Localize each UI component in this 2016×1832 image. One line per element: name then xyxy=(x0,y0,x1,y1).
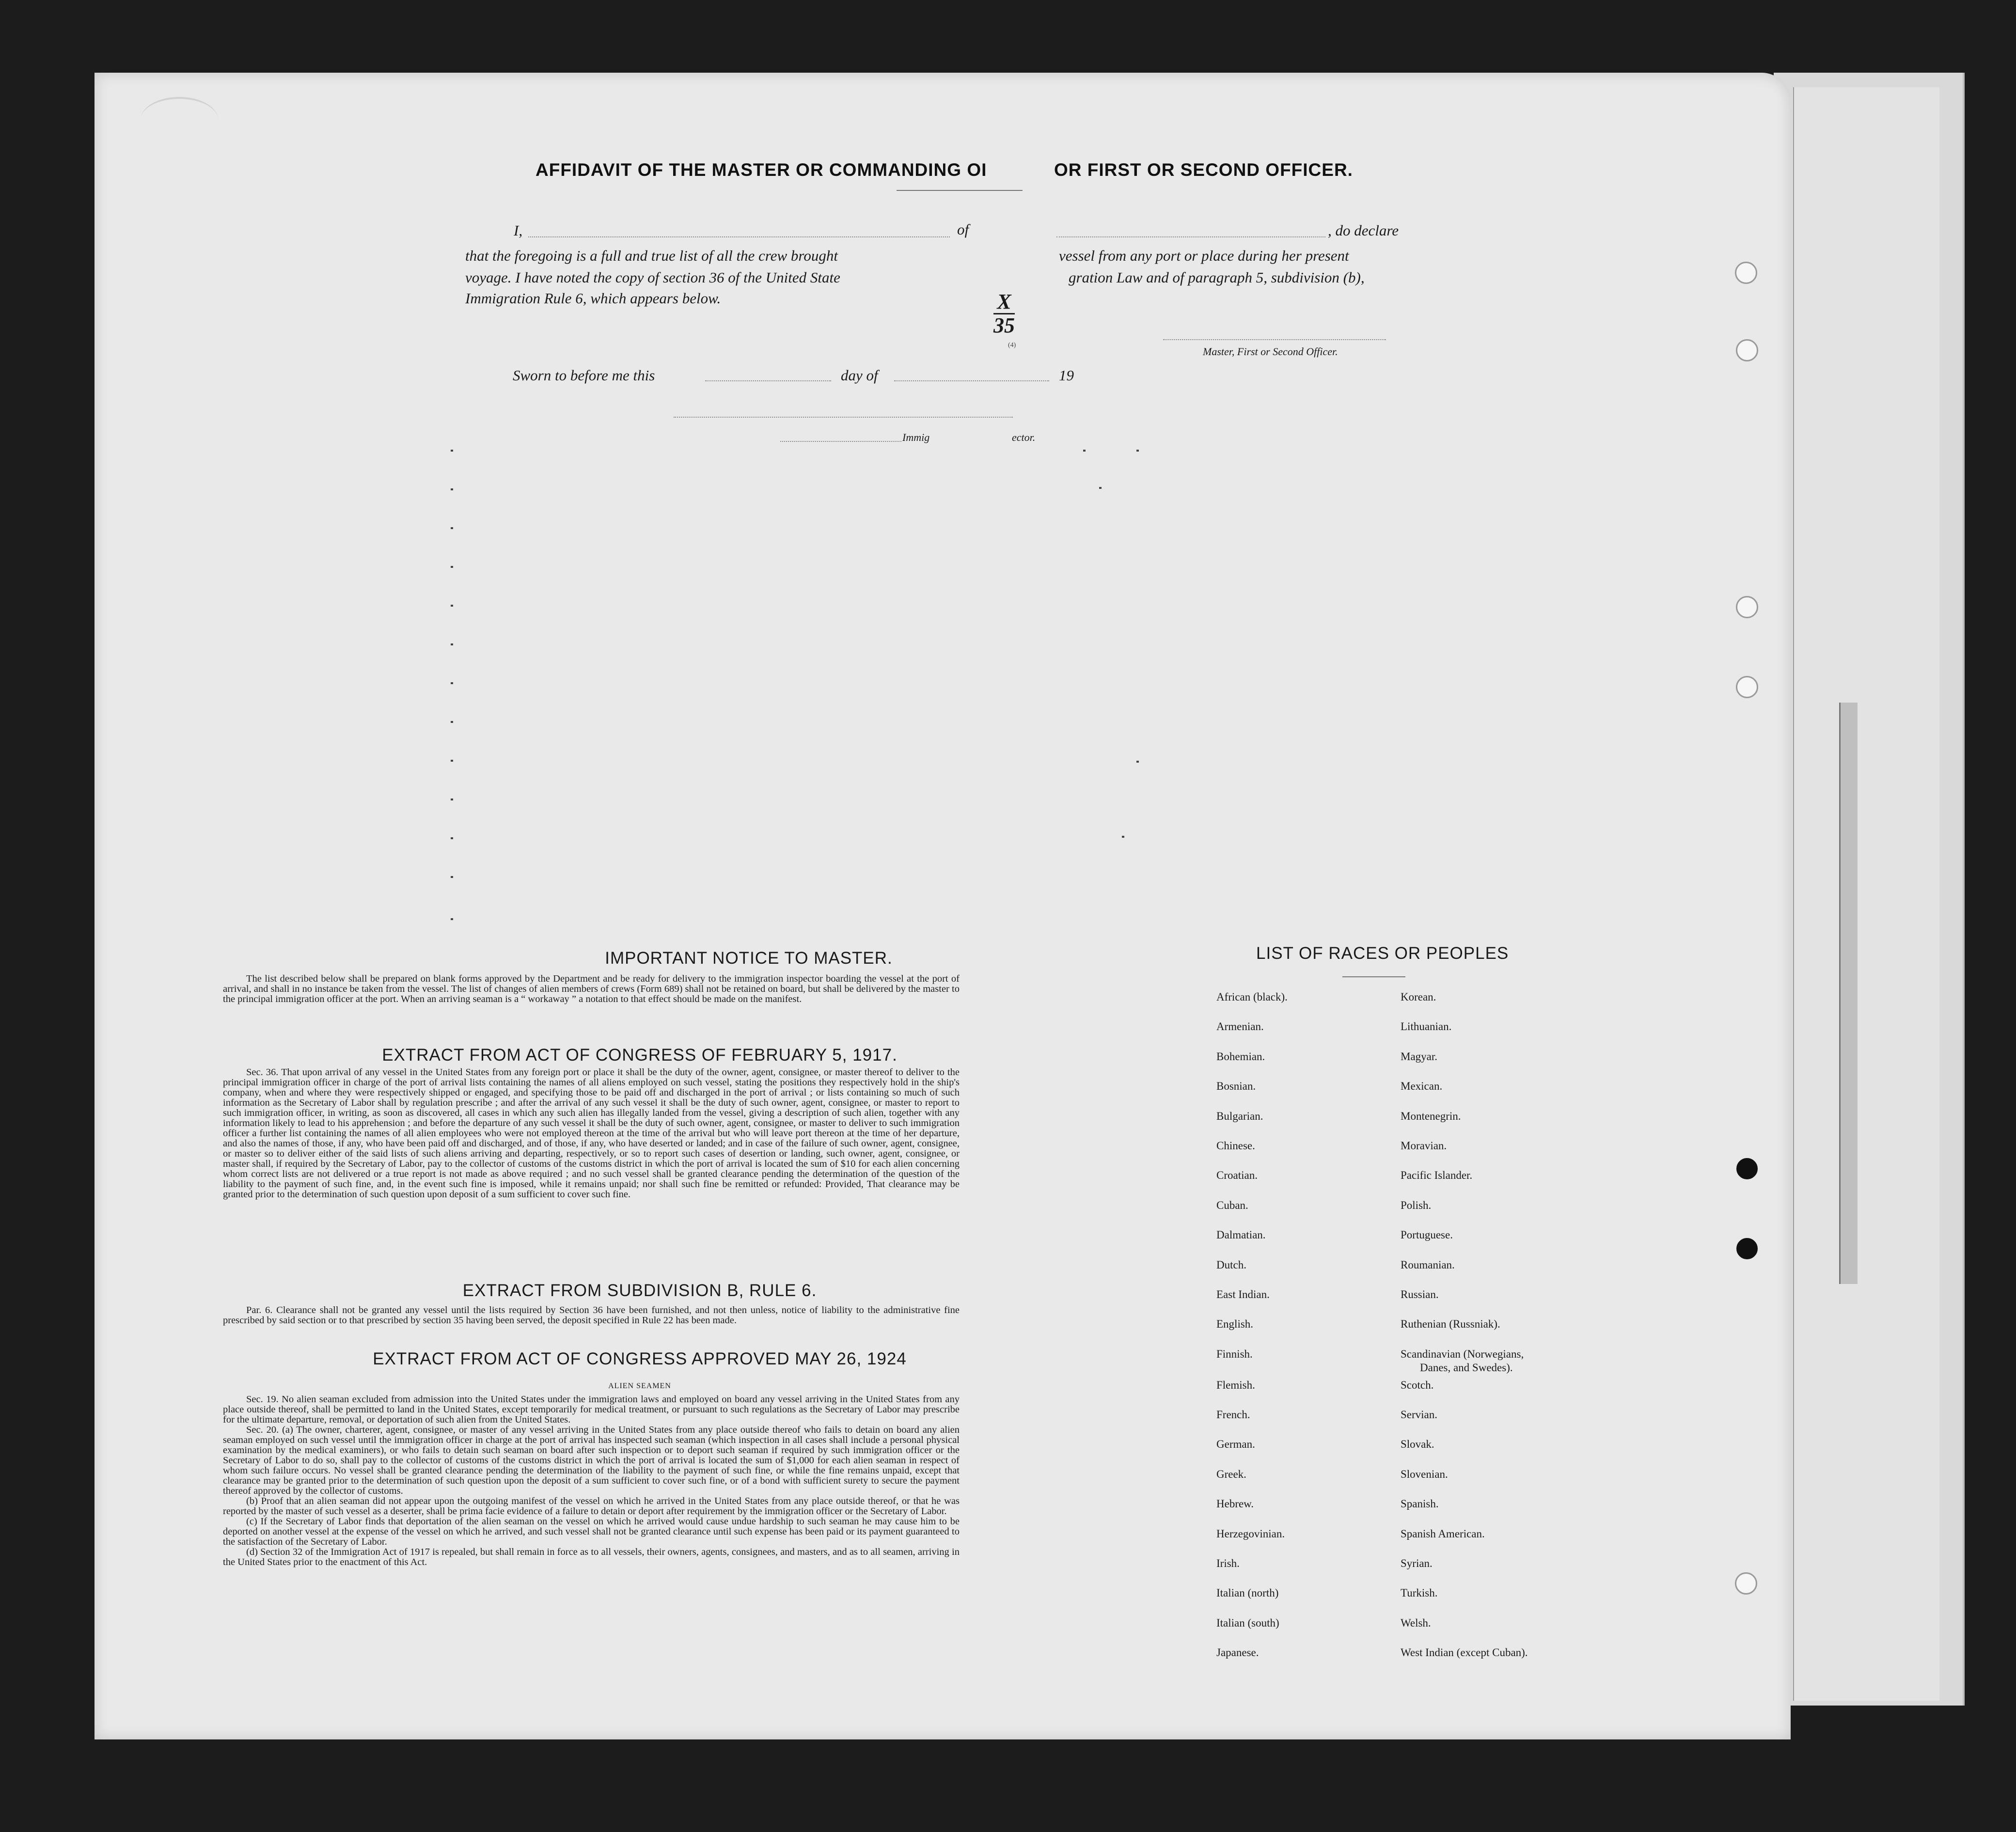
punch-hole-icon xyxy=(1736,676,1758,698)
race-left: Bulgarian. xyxy=(1216,1110,1263,1122)
race-right: Scandinavian (Norwegians, xyxy=(1401,1347,1524,1360)
inspector-signature-field xyxy=(674,417,1013,418)
tick-mark xyxy=(1099,487,1102,489)
notice-paragraph: The list described below shall be prepared on blank forms approved by the Department and be ready for delivery to the immigration inspector boarding the vessel at the port of arrival, and shall in no instance be taken from the vessel. The list of changes of alien members of crews (Form 689) shall not be retained on board, but shall be delivered by the master to the principal immigration officer at the port. When an arriving seaman is a “ workaway ” a notation to that effect should be made on the manifest. xyxy=(223,973,960,1004)
sec-20a-paragraph: Sec. 20. (a) The owner, charterer, agent, consignee, or master of any vessel arriving in the United States from any place outside thereof who fails to detain on board any alien seaman employed on such vessel until the immigration officer in charge at the port of arrival has inspected such seaman (which inspection in all cases shall include a personal physical examination by the medical examiners), or who fails to detain such seaman on board after such inspection or to deport such seaman if required by such immigration officer or the Secretary of Labor to do so, shall pay to the collector of customs of the customs district in which the port of arrival is located the sum of $1,000 for each alien seaman in respect of whom such failure occurs. No vessel shall be granted clearance pending the determination of the liability to the payment of such fine, or while the fine remains unpaid, except that clearance may be granted prior to the determination of such question upon the deposit of a sum sufficient to cover such fine, or of a bond with sufficient surety to secure the payment thereof approved by the collector of customs. xyxy=(223,1425,960,1496)
extract-rule6-title: EXTRACT FROM SUBDIVISION B, RULE 6. xyxy=(462,1281,817,1300)
race-row xyxy=(1216,1498,1594,1527)
race-right: Russian. xyxy=(1401,1288,1439,1300)
race-right: Spanish American. xyxy=(1401,1527,1485,1540)
tick-mark xyxy=(451,566,453,568)
race-right: Turkish. xyxy=(1401,1587,1438,1599)
race-row xyxy=(1216,1646,1594,1676)
race-right: Scotch. xyxy=(1401,1378,1434,1391)
race-row xyxy=(1216,1348,1594,1379)
race-right: Pacific Islander. xyxy=(1401,1169,1473,1182)
punch-hole-icon xyxy=(1735,262,1757,284)
race-row xyxy=(1216,1318,1594,1347)
race-row xyxy=(1216,991,1594,1020)
title-rule xyxy=(897,190,1023,191)
tick-mark xyxy=(451,488,453,490)
vessel-field xyxy=(1056,236,1325,237)
race-left: French. xyxy=(1216,1409,1250,1421)
race-left: Hebrew. xyxy=(1216,1498,1254,1510)
back-sheet-inner xyxy=(1793,87,1939,1701)
race-row xyxy=(1216,1140,1594,1169)
year-label: 19 xyxy=(1059,367,1074,384)
tick-mark xyxy=(451,643,453,645)
affidavit-line4: Immigration Rule 6, which appears below. xyxy=(465,290,721,307)
race-right: Spanish. xyxy=(1401,1498,1439,1510)
tick-mark xyxy=(451,876,453,878)
race-left: Chinese. xyxy=(1216,1139,1255,1152)
punch-hole-icon xyxy=(1736,1158,1758,1179)
race-right: Portuguese. xyxy=(1401,1229,1453,1241)
tick-mark xyxy=(1136,761,1139,763)
extract-1924-title: EXTRACT FROM ACT OF CONGRESS APPROVED MAY 26, 1924 xyxy=(373,1349,907,1368)
extract-rule6-text xyxy=(223,1305,960,1326)
race-left: Irish. xyxy=(1216,1557,1240,1570)
tick-mark xyxy=(451,721,453,723)
race-row xyxy=(1216,1050,1594,1080)
race-right: Syrian. xyxy=(1401,1557,1433,1570)
affidavit-line1-i: I, xyxy=(514,222,523,239)
race-left: Greek. xyxy=(1216,1468,1246,1480)
race-row xyxy=(1216,1438,1594,1468)
race-left: Finnish. xyxy=(1216,1347,1253,1360)
binder-tab-strip xyxy=(1839,703,1858,1284)
race-row xyxy=(1216,1110,1594,1140)
stamp-fraction xyxy=(993,291,1015,337)
tick-mark xyxy=(1136,450,1139,452)
tick-mark xyxy=(451,799,453,800)
race-right: Moravian. xyxy=(1401,1139,1447,1152)
race-left: Bohemian. xyxy=(1216,1050,1265,1063)
race-row xyxy=(1216,1409,1594,1438)
race-row xyxy=(1216,1468,1594,1498)
race-right: Lithuanian. xyxy=(1401,1020,1452,1033)
tick-mark xyxy=(1083,450,1086,452)
race-right: West Indian (except Cuban). xyxy=(1401,1646,1528,1659)
name-field xyxy=(528,236,950,237)
affidavit-line1-declare: , do declare xyxy=(1328,222,1399,239)
tick-mark xyxy=(451,450,453,452)
sworn-label: Sworn to before me this xyxy=(513,367,655,384)
affidavit-line3-right: gration Law and of paragraph 5, subdivision (b), xyxy=(1069,269,1365,286)
par-6-paragraph: Par. 6. Clearance shall not be granted any vessel until the lists required by Section 36 have been furnished, and not then unless, notice of liability to the administrative fine prescribed by said section or to that prescribed by section 35 having been served, the deposit specified in Rule 22 has been made. xyxy=(223,1305,960,1326)
race-left: Dalmatian. xyxy=(1216,1229,1266,1241)
race-right: Montenegrin. xyxy=(1401,1110,1461,1122)
day-of-label: day of xyxy=(841,367,878,384)
race-left: Bosnian. xyxy=(1216,1080,1256,1093)
punch-hole-icon xyxy=(1735,1572,1757,1595)
race-left: Cuban. xyxy=(1216,1199,1248,1211)
race-row xyxy=(1216,1379,1594,1409)
sworn-day-field xyxy=(705,380,831,381)
tick-mark xyxy=(451,918,453,920)
race-row xyxy=(1216,1587,1594,1616)
sec-19-paragraph: Sec. 19. No alien seaman excluded from admission into the United States under the immigration laws and employed on board any vessel arriving in the United States from any place outside thereof, shall be permitted to land in the United States, except temporarily for medical treatment, or pursuant to such regulations as the Secretary of Labor may prescribe for the ultimate departure, removal, or deportation of such alien from the United States. xyxy=(223,1394,960,1425)
stamp-small: (4) xyxy=(1008,342,1016,349)
notice-text xyxy=(223,974,960,1004)
race-left: Herzegovinian. xyxy=(1216,1527,1285,1540)
tick-mark xyxy=(451,682,453,684)
race-row xyxy=(1216,1528,1594,1557)
affidavit-title-left: AFFIDAVIT OF THE MASTER OR COMMANDING OI xyxy=(536,160,987,180)
punch-hole-icon xyxy=(1736,1238,1758,1259)
race-left: German. xyxy=(1216,1438,1255,1451)
race-left: Dutch. xyxy=(1216,1258,1246,1271)
inspector-title-field xyxy=(780,441,901,442)
race-row xyxy=(1216,1229,1594,1258)
signature-caption: Master, First or Second Officer. xyxy=(1203,345,1338,358)
race-left: Croatian. xyxy=(1216,1169,1258,1182)
race-right: Servian. xyxy=(1401,1409,1438,1421)
race-right: Slovenian. xyxy=(1401,1468,1448,1480)
race-left: Japanese. xyxy=(1216,1646,1259,1659)
race-row xyxy=(1216,1557,1594,1587)
tick-mark xyxy=(451,605,453,607)
race-right-continuation: Danes, and Swedes). xyxy=(1420,1361,1513,1374)
extract-1917-text xyxy=(223,1067,960,1200)
alien-seamen-subtitle: ALIEN SEAMEN xyxy=(608,1382,671,1390)
race-row xyxy=(1216,1199,1594,1229)
race-left: Italian (north) xyxy=(1216,1587,1279,1599)
races-title-rule xyxy=(1342,976,1405,977)
race-left: Italian (south) xyxy=(1216,1616,1279,1629)
race-left: Flemish. xyxy=(1216,1378,1255,1391)
signature-field xyxy=(1163,339,1386,340)
notice-title: IMPORTANT NOTICE TO MASTER. xyxy=(605,949,893,968)
tick-mark xyxy=(451,527,453,529)
tick-mark xyxy=(451,837,453,839)
inspector-label-right: ector. xyxy=(1012,431,1036,443)
stamp-bottom: 35 xyxy=(993,313,1015,337)
race-left: East Indian. xyxy=(1216,1288,1270,1300)
race-right: Polish. xyxy=(1401,1199,1432,1211)
race-right: Roumanian. xyxy=(1401,1258,1455,1271)
race-right: Mexican. xyxy=(1401,1080,1443,1093)
affidavit-title-right: OR FIRST OR SECOND OFFICER. xyxy=(1054,160,1353,180)
pencil-mark xyxy=(141,97,218,142)
race-row xyxy=(1216,1020,1594,1050)
tick-mark xyxy=(451,760,453,762)
extract-1917-title: EXTRACT FROM ACT OF CONGRESS OF FEBRUARY 5, 1917. xyxy=(382,1046,898,1065)
races-table xyxy=(1216,991,1594,1676)
sec-20d-paragraph: (d) Section 32 of the Immigration Act of 1917 is repealed, but shall remain in force as to all vessels, their owners, agents, consignees, and masters, and as to all seamen, arriving in the United States prior to the enactment of this Act. xyxy=(223,1547,960,1567)
race-row xyxy=(1216,1259,1594,1288)
race-right: Korean. xyxy=(1401,991,1436,1003)
races-title: LIST OF RACES OR PEOPLES xyxy=(1256,944,1509,963)
race-left: Armenian. xyxy=(1216,1020,1264,1033)
race-row xyxy=(1216,1080,1594,1110)
race-right: Slovak. xyxy=(1401,1438,1434,1451)
sec-36-paragraph: Sec. 36. That upon arrival of any vessel in the United States from any foreign port or place it shall be the duty of the owner, agent, consignee, or master thereof to deliver to the principal immigration officer in charge of the port of arrival lists containing the names of all aliens employed on such vessel, stating the positions they respectively hold in the ship's company, when and where they were respectively shipped or engaged, and specifying those to be paid off and discharged in the port of arrival ; or lists containing so much of such information as the Secretary of Labor shall by regulation prescribe ; and after the arrival of any such vessel it shall be the duty of such owner, agent, consignee, or master to report to such immigration officer, in writing, as soon as discovered, all cases in which any such alien has illegally landed from the vessel, giving a description of such alien, together with any information likely to lead to his apprehension ; and before the departure of any such vessel it shall be the duty of such owner, agent, consignee, or master to deliver to such immigration officer a further list containing the names of all alien employees who were not employed thereon at the time of the arrival but who will leave port thereon at the time of her departure, and also the names of those, if any, who have been paid off and discharged, and of those, if any, who have deserted or landed; and in case of the failure of such owner, agent, consignee, or master so to deliver either of the said lists of such aliens arriving and departing, respectively, or so to report such cases of desertion or landing, such owner, agent, consignee, or master shall, if required by the Secretary of Labor, pay to the collector of customs of the customs district in which the port of arrival is located the sum of $10 for each alien concerning whom correct lists are not delivered or a true report is not made as above required ; and no such vessel shall be granted clearance pending the determination of the question of the liability to the payment of such fine, and, in the event such fine is imposed, while it remains unpaid; nor shall such fine be remitted or refunded: Provided, That clearance may be granted prior to the determination of such question upon deposit of a sum sufficient to cover such fine. xyxy=(223,1067,960,1200)
punch-hole-icon xyxy=(1736,596,1758,618)
stamp-top: X xyxy=(993,291,1015,314)
affidavit-line2-right: vessel from any port or place during her present xyxy=(1059,247,1349,264)
punch-hole-icon xyxy=(1736,339,1758,361)
race-right: Welsh. xyxy=(1401,1616,1431,1629)
race-row xyxy=(1216,1288,1594,1318)
sec-20b-paragraph: (b) Proof that an alien seaman did not appear upon the outgoing manifest of the vessel on which he arrived in the United States from any place outside thereof, or that he was reported by the master of such vessel as a deserter, shall be prima facie evidence of a failure to detain or deport after requirement by the immigration officer or the Secretary of Labor. xyxy=(223,1496,960,1517)
race-row xyxy=(1216,1617,1594,1646)
affidavit-line3-left: voyage. I have noted the copy of section 36 of the United State xyxy=(465,269,840,286)
inspector-label-left: Immig xyxy=(902,431,930,443)
affidavit-line1-of: of xyxy=(957,221,969,238)
sworn-month-field xyxy=(894,380,1049,381)
race-right: Magyar. xyxy=(1401,1050,1438,1063)
race-row xyxy=(1216,1169,1594,1199)
tick-mark xyxy=(1122,836,1124,838)
sec-20c-paragraph: (c) If the Secretary of Labor finds that deportation of the alien seaman on the vessel on which he arrived would cause undue hardship to such seaman he may cause him to be deported on another vessel at the expense of the vessel on which he arrived, and such vessel shall not be granted clearance until such expense has been paid or its payment guaranteed to the satisfaction of the Secretary of Labor. xyxy=(223,1516,960,1547)
race-right: Ruthenian (Russniak). xyxy=(1401,1318,1500,1331)
extract-1924-text xyxy=(223,1394,960,1567)
affidavit-line2-left: that the foregoing is a full and true list of all the crew brought xyxy=(465,247,838,264)
race-left: English. xyxy=(1216,1318,1254,1331)
race-left: African (black). xyxy=(1216,991,1288,1003)
